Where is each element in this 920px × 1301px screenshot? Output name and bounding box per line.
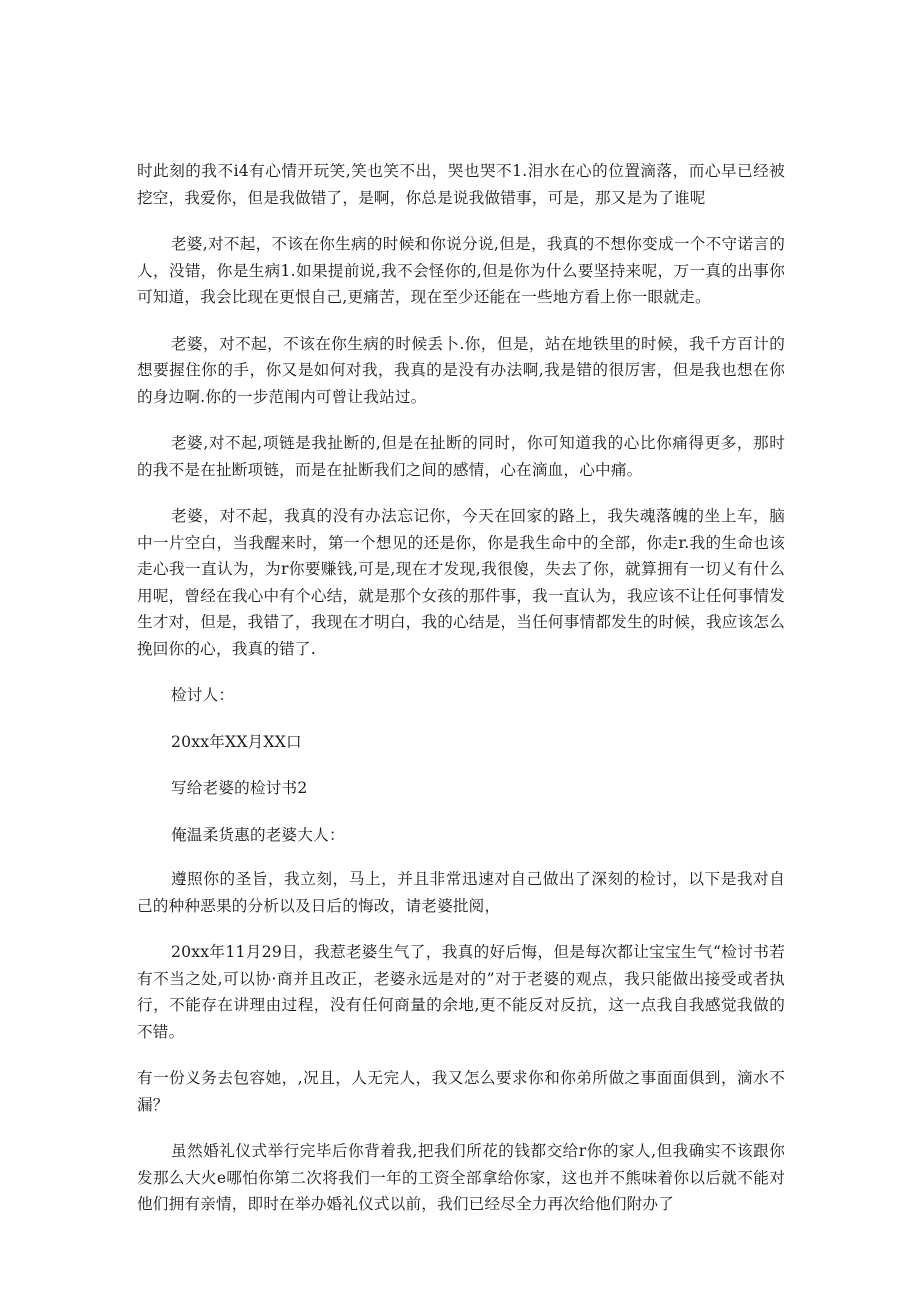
signature-label: 检讨人： bbox=[171, 686, 235, 704]
paragraph-continuation: 时此刻的我不i4有心情开玩笑,笑也笑不出，哭也哭不1.泪水在心的位置滴落，而心早已经被挖空，我爱你，但是我做错了，是啊，你总是说我做错事，可是，那又是为了谁呢 bbox=[137, 162, 785, 207]
document-body bbox=[137, 158, 785, 1218]
paragraph-apology-illness: 老婆,对不起，不该在你生病的时候和你说分说,但是，我真的不想你变成一个不守诺言的人，没错，你是生病1.如果提前说,我不会怪你的,但是你为什么要坚持来呢，万一真的出事你可知道，我会比现在更恨自己,更痛苦，现在至少还能在一些地方看上你一眼就走。 bbox=[137, 235, 785, 306]
paragraph-tolerance: 有一份义务去包容她，,况且，人无完人，我又怎么要求你和你弟所做之事面面俱到，滴水不漏？ bbox=[137, 1069, 785, 1114]
salutation: 俺温柔货惠的老婆大人： bbox=[171, 825, 345, 844]
paragraph-apology-subway: 老婆，对不起，不该在你生病的时候丢卜.你，但是，站在地铁里的时候，我千方百计的想要握住你的手，你又是如何对我，我真的是没有办法啊,我是错的很厉害，但是我也想在你的身边啊.你的一步范闱内可曾让我站过。 bbox=[137, 334, 785, 406]
paragraph-wedding: 虽然婚礼仪式举行完毕后你背着我,把我们所花的钱都交给r你的家人,但我确实不该跟你发那么大火e哪怕你第二次将我们一年的工资全部拿给你家，这也并不熊味着你以后就不能对他们拥有亲情，即时在举办婚礼仪式以前，我们已经尽全力再次给他们附办了 bbox=[137, 1142, 785, 1213]
date-line: 20xx年XX月XX口 bbox=[171, 732, 302, 751]
paragraph-apology-necklace: 老婆,对不起,项链是我扯断的,但是在扯断的同时，你可知道我的心比你痛得更多，那时的我不是在扯断项链，而是在扯断我们之间的感情，心在滴血，心中痛。 bbox=[137, 434, 785, 479]
paragraph-intro: 遵照你的圣旨，我立刻，马上，并且非常迅速对自己做出了深刻的检讨，以下是我对自己的种种恶果的分析以及日后的悔改，请老婆批阅， bbox=[137, 870, 785, 915]
paragraph-incident: 20xx年11月29日，我惹老婆生气了，我真的好后悔，但是每次都让宝宝生气“检讨书若有不当之处,可以协·商并且改正，老婆永远是对的”对于老婆的观点，我只能做出接受或者执行，不能存在讲理由过程，没有任何商量的余地,更不能反对反抗，这一点我自我感觉我做的不错。 bbox=[137, 943, 785, 1041]
paragraph-apology-forget: 老婆，对不起，我真的没有办法忘记你，今天在回家的路上，我失魂落魄的坐上车，脑中一片空白，当我醒来时，第一个想见的还是你，你是我生命中的全部，你走r.我的生命也该走心我一直认为，为r你要赚钱,可是,现在才发现,我很傻，失去了你，就算拥有一切乂有什么用呢，曾经在我心中有个心结，就是那个女孩的那件事，我一直认为，我应该不让任何事情发生才对，但是，我错了，我现在才明白，我的心结是，当任何事情都发生的时候，我应该怎么挽回你的心，我真的错了. bbox=[137, 507, 785, 658]
section-title: 写给老婆的检讨书2 bbox=[171, 779, 308, 797]
